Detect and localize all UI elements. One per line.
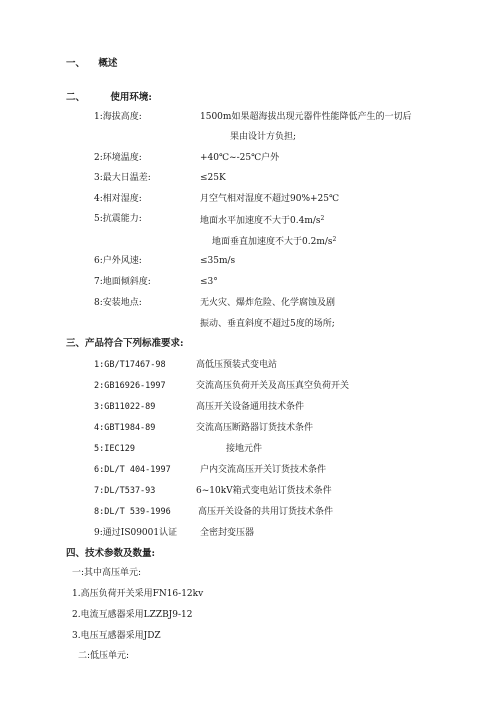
env-item-label: 8:安装地点: xyxy=(94,298,142,308)
standard-code: 9:通过IS09001认证 xyxy=(94,528,178,538)
section-4-heading: 四、技术参数及数量: xyxy=(66,548,156,559)
hv-item: 3.电压互感器采用JDZ xyxy=(72,631,161,641)
env-item-value: 地面水平加速度不大于$0.4m/s^2$ xyxy=(200,215,325,226)
hv-item: 1.高压负荷开关采用FN16-12kv xyxy=(72,589,204,599)
standard-code: 8:DL/T 539-1996 xyxy=(94,507,171,517)
subheading-hv-unit: 一:其中高压单元: xyxy=(72,568,142,578)
standard-desc: 高低压预装式变电站 xyxy=(196,360,278,370)
standard-desc: 高压开关设备的共用订货技术条件 xyxy=(198,507,334,517)
section-1-title: 概述 xyxy=(98,58,118,69)
standard-code: 6:DL/T 404-1997 xyxy=(94,465,171,475)
env-item-label: 2:环境温度: xyxy=(94,153,142,163)
section-2-heading xyxy=(66,92,152,104)
env-item-value: ≤35m/s xyxy=(200,256,236,266)
hv-item: 2.电流互感器采用LZZBJ9-12 xyxy=(72,610,193,620)
env-item-value: 1500m如果超海拔出现元器件性能降低产生的一切后 xyxy=(200,112,412,122)
standard-code: 2:GB16926-1997 xyxy=(94,381,166,391)
standard-code: 3:GB11022-89 xyxy=(94,402,156,412)
env-item-value: 无火灾、爆炸危险、化学腐蚀及剧 xyxy=(200,298,336,308)
env-item-value: 月空气相对湿度不超过90%+25℃ xyxy=(200,194,340,204)
standard-code: 4:GBT1984-89 xyxy=(94,423,156,433)
env-item-label: 6:户外风速: xyxy=(94,256,142,266)
env-item-label: 7:地面倾斜度: xyxy=(94,277,151,287)
env-item-continuation: 果由设计方负担; xyxy=(230,132,297,142)
section-3-heading: 三、产品符合下列标准要求: xyxy=(66,338,184,349)
section-1-number: 一、 xyxy=(66,58,86,69)
section-2-number: 二、 xyxy=(66,92,86,103)
standard-desc: 接地元件 xyxy=(226,444,263,454)
env-item-value: ≤3° xyxy=(200,277,218,287)
env-item-label: 3:最大日温差: xyxy=(94,173,151,183)
standard-code: 7:DL/T537-93 xyxy=(94,486,156,496)
standard-desc: 全密封变压器 xyxy=(200,528,255,538)
standard-code: 1:GB/T17467-98 xyxy=(94,360,166,370)
env-item-value: +40℃~-25℃户外 xyxy=(200,153,280,163)
standard-desc: 高压开关设备通用技术条件 xyxy=(196,402,305,412)
standard-code: 5:IEC129 xyxy=(94,444,135,454)
env-item-value: ≤25K xyxy=(200,173,226,183)
standard-desc: 6~10kV箱式变电站订货技术条件 xyxy=(196,486,332,496)
env-item-label: 5:抗震能力: xyxy=(94,214,142,224)
env-item-label: 1:海拔高度: xyxy=(94,112,142,122)
env-item-continuation: 地面垂直加速度不大于$0.2m/s^2$ xyxy=(212,236,337,247)
standard-desc: 户内交流高压开关订货技术条件 xyxy=(200,465,327,475)
standard-desc: 交流高压负荷开关及高压真空负荷开关 xyxy=(196,381,350,391)
standard-desc: 交流高压断路器订货技术条件 xyxy=(196,423,314,433)
section-2-title: 使用环境: xyxy=(110,92,152,103)
subheading-lv-unit: 二:低压单元: xyxy=(78,651,130,661)
env-item-label: 4:相对湿度: xyxy=(94,194,142,204)
env-item-continuation: 振动、垂直斜度不超过5度的场所; xyxy=(200,319,335,329)
section-1-heading xyxy=(66,58,117,70)
